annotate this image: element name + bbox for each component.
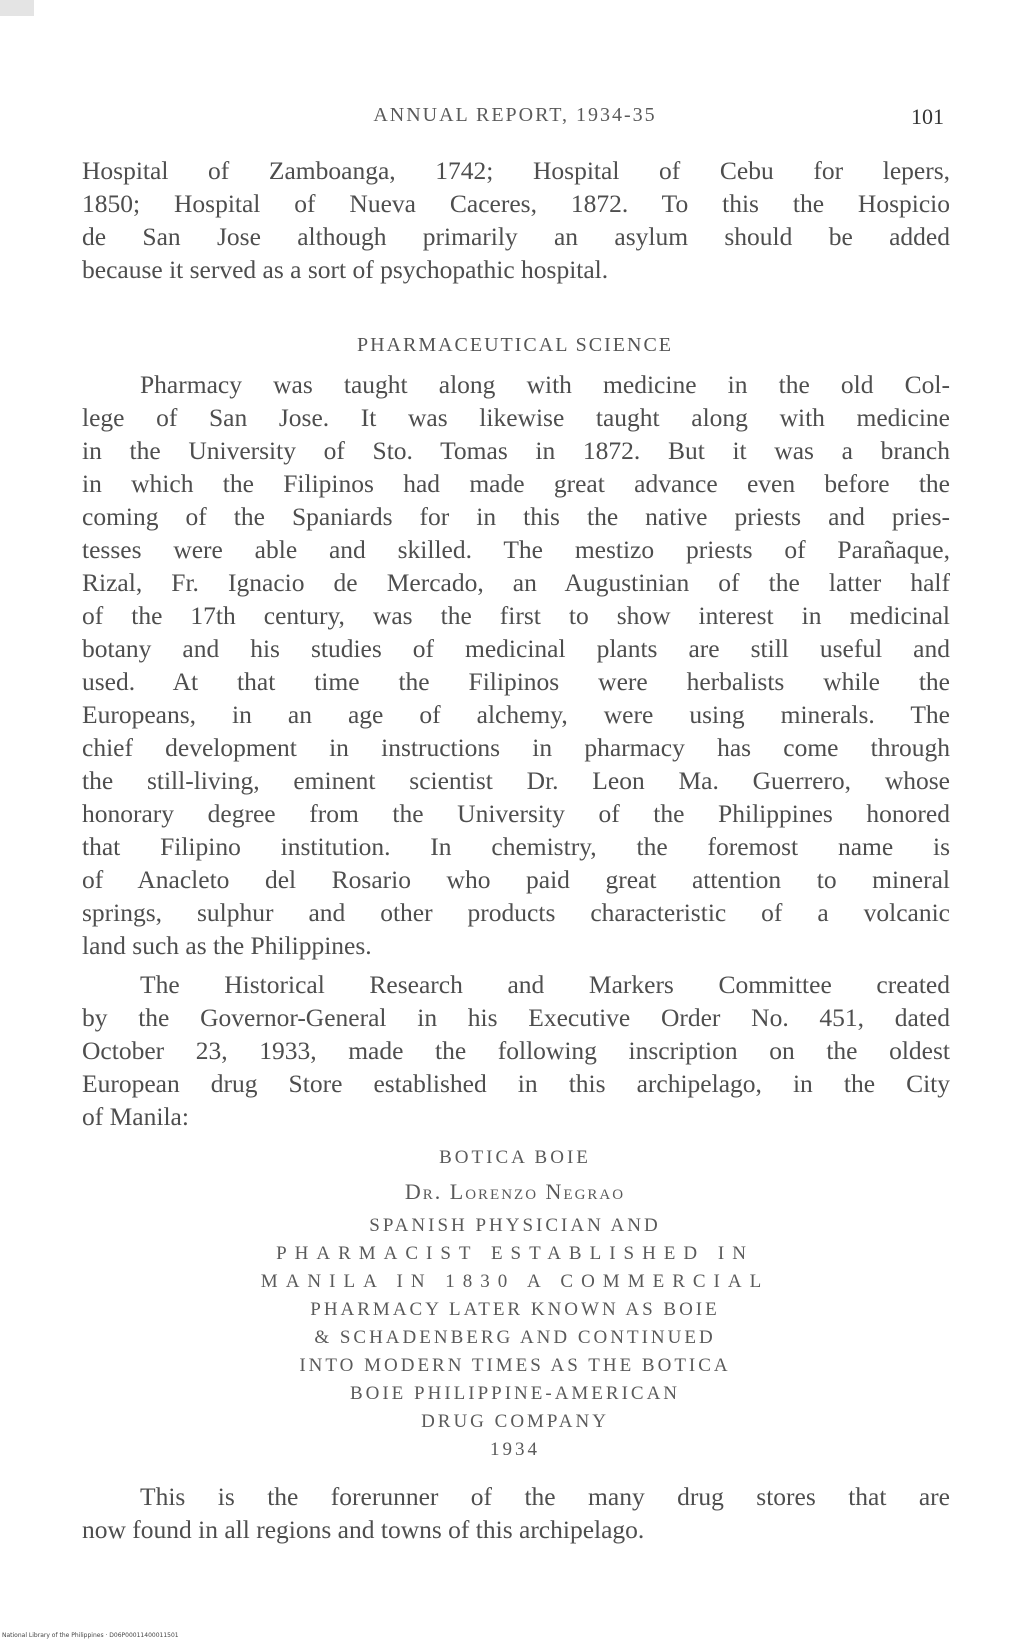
inscription-title: BOTICA BOIE	[439, 1147, 591, 1168]
closing-paragraph	[82, 1480, 950, 1546]
inscription-line: PHARMACY LATER KNOWN AS BOIE	[310, 1299, 720, 1320]
inscription-name: Dr. Lorenzo Negrao	[404, 1179, 626, 1204]
inscription-block	[0, 1144, 1030, 1464]
text-line: of Manila:	[82, 1102, 189, 1131]
inscription-line: BOIE PHILIPPINE-AMERICAN	[349, 1383, 681, 1404]
inscription-line: DRUG COMPANY	[421, 1411, 609, 1432]
text-line: land such as the Philippines.	[82, 931, 372, 960]
text-line: used. At that time the Filipinos were herbalists while the	[82, 667, 950, 696]
text-line: honorary degree from the University of the Philippines honored	[82, 799, 950, 828]
text-line: botany and his studies of medicinal plants are still useful and	[82, 634, 950, 663]
text-line: tesses were able and skilled. The mestizo priests of Parañaque,	[82, 535, 950, 564]
text-line: chief development in instructions in pharmacy has come through	[82, 733, 950, 762]
intro-paragraph	[82, 154, 950, 286]
text-line: lege of San Jose. It was likewise taught along with medicine	[82, 403, 950, 432]
text-line: springs, sulphur and other products characteristic of a volcanic	[82, 898, 950, 927]
text-line: because it served as a sort of psychopathic hospital.	[82, 255, 609, 284]
scan-corner-mark	[0, 0, 34, 16]
text-line: of the 17th century, was the first to show interest in medicinal	[82, 601, 950, 630]
inscription-line: & SCHADENBERG AND CONTINUED	[314, 1327, 716, 1348]
text-line: in which the Filipinos had made great advance even before the	[82, 469, 950, 498]
inscription-line: INTO MODERN TIMES AS THE BOTICA	[299, 1355, 731, 1376]
text-line: in the University of Sto. Tomas in 1872. But it was a branch	[82, 436, 950, 465]
inscription-line: SPANISH PHYSICIAN AND	[369, 1215, 661, 1236]
inscription-line: PHARMACIST ESTABLISHED IN	[276, 1243, 754, 1264]
text-line: This is the forerunner of the many drug stores that are	[140, 1482, 950, 1511]
section-heading: PHARMACEUTICAL SCIENCE	[356, 334, 674, 356]
text-line: Hospital of Zamboanga, 1742; Hospital of Cebu for lepers,	[82, 156, 950, 185]
text-line: de San Jose although primarily an asylum should be added	[82, 222, 950, 251]
text-line: the still-living, eminent scientist Dr. Leon Ma. Guerrero, whose	[82, 766, 950, 795]
inscription-year: 1934	[490, 1439, 540, 1460]
markers-paragraph	[82, 968, 950, 1133]
text-line: October 23, 1933, made the following inscription on the oldest	[82, 1036, 950, 1065]
text-line: by the Governor-General in his Executive Order No. 451, dated	[82, 1003, 950, 1032]
inscription-line: MANILA IN 1830 A COMMERCIAL	[260, 1271, 770, 1292]
pharmacy-paragraph	[82, 368, 950, 962]
text-line: coming of the Spaniards for in this the native priests and pries-	[82, 502, 950, 531]
text-line: 1850; Hospital of Nueva Caceres, 1872. To this the Hospicio	[82, 189, 950, 218]
running-title: ANNUAL REPORT, 1934-35	[373, 104, 657, 126]
text-line: now found in all regions and towns of this archipelago.	[82, 1515, 645, 1544]
source-footer-note: National Library of the Philippines · D06P00011400011501	[2, 1632, 179, 1639]
text-line: Europeans, in an age of alchemy, were using minerals. The	[82, 700, 950, 729]
page-number: 101	[911, 104, 944, 129]
text-line: Rizal, Fr. Ignacio de Mercado, an Augustinian of the latter half	[82, 568, 950, 597]
running-header	[0, 104, 1030, 134]
text-line: that Filipino institution. In chemistry, the foremost name is	[82, 832, 950, 861]
text-line: of Anacleto del Rosario who paid great attention to mineral	[82, 865, 950, 894]
text-line: Pharmacy was taught along with medicine in the old Col-	[140, 370, 950, 399]
text-line: The Historical Research and Markers Committee created	[140, 970, 950, 999]
text-line: European drug Store established in this archipelago, in the City	[82, 1069, 950, 1098]
